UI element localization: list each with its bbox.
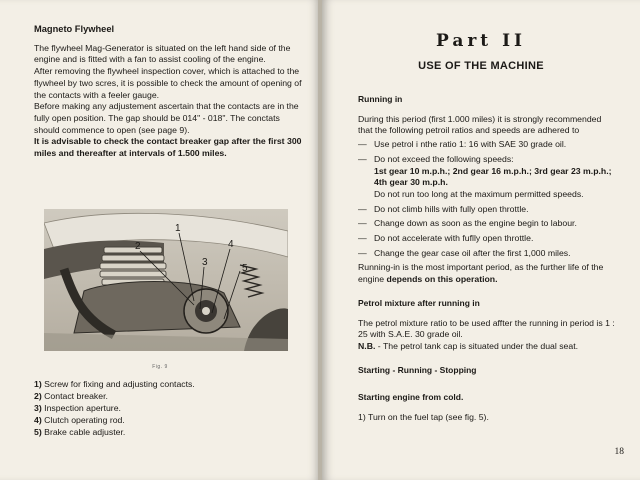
cylinder-fins: [100, 247, 166, 285]
step-1: 1) Turn on the fuel tap (see fig. 5).: [358, 412, 489, 423]
callout-5: 5: [242, 263, 248, 274]
legend-item: 4) Clutch operating rod.: [34, 414, 125, 425]
engine-photo: [44, 209, 288, 351]
section-title: Magneto Flywheel: [34, 24, 115, 34]
cold-start-heading: Starting engine from cold.: [358, 392, 464, 403]
speeds-values: 1st gear 10 m.p.h.; 2nd gear 16 m.p.h.; 3rd gear 23 m.p.h.; 4th gear 30 m.p.h.: [374, 165, 612, 188]
petrol-text: The petrol mixture ratio to be used affter the running in period is 1 : 25 with S.A.E. 30 grade oil.: [358, 317, 615, 340]
speeds-lead: Do not exceed the following speeds:: [374, 153, 514, 164]
callout-1: 1: [175, 223, 181, 234]
bold-note: It is advisable to check the contact breaker gap after the first 300 miles and thereafter at intervals of 1.500 miles.: [34, 136, 302, 159]
legend-item: 3) Inspection aperture.: [34, 402, 121, 413]
running-in-closing: Running-in is the most important period, as the further life of the engine depends on this operation.: [358, 262, 604, 285]
list-item: [358, 154, 618, 201]
callout-4: 4: [228, 239, 234, 250]
page-number: 18: [614, 447, 624, 457]
left-text-column: [34, 24, 302, 160]
callout-3: 3: [202, 257, 208, 268]
right-page: [322, 0, 640, 480]
figure-legend: [34, 379, 294, 439]
engine-photo-svg: [44, 209, 288, 351]
list-item: — Do not accelerate with fuflly open throttle.: [358, 233, 618, 245]
legend-item: 1) Screw for fixing and adjusting contacts.: [34, 379, 195, 389]
nb-note: N.B. - The petrol tank cap is situated under the dual seat.: [358, 340, 579, 351]
speeds-tail: Do not run too long at the maximum permitted speeds.: [374, 188, 584, 199]
legend-item: 2) Contact breaker.: [34, 390, 108, 401]
petrol-heading: Petrol mixture after running in: [358, 297, 480, 308]
paragraph-2: After removing the flywheel inspection cover, which is attached to the flywheel by two scres, it is possible to check the amount of opening of the contacts with a feeler gauge.: [34, 66, 302, 100]
chapter-title: USE OF THE MACHINE: [418, 60, 544, 72]
running-in-intro: During this period (first 1.000 miles) it is strongly recommended that the following petroil ratios and speeds are adhered to: [358, 113, 602, 136]
running-in-heading: Running in: [358, 94, 403, 104]
list-item: — Do not climb hills with fully open throttle.: [358, 204, 618, 216]
list-item: — Use petrol i nthe ratio 1: 16 with SAE 30 grade oil.: [358, 139, 618, 151]
flywheel-center: [202, 307, 210, 315]
running-in-list: [358, 139, 618, 259]
figure-caption: Fig. 9: [152, 364, 168, 370]
starting-heading: Starting - Running - Stopping: [358, 364, 477, 375]
right-text-column: [358, 94, 618, 424]
list-item: — Change the gear case oil after the first 1,000 miles.: [358, 248, 618, 260]
legend-item: 5) Brake cable adjuster.: [34, 426, 126, 437]
list-item: — Change down as soon as the engine begin to labour.: [358, 218, 618, 230]
callout-2: 2: [135, 241, 141, 252]
paragraph-3: Before making any adjustement ascertain that the contacts are in the fully open position. The gap should be 014" - 018". The conctats should commence to open (see page 9).: [34, 101, 299, 135]
paragraph-1: The flywheel Mag-Generator is situated on the left hand side of the engine and is fitted with a fan to assist cooling of the engine.: [34, 42, 291, 65]
part-title: Part II: [436, 31, 526, 51]
